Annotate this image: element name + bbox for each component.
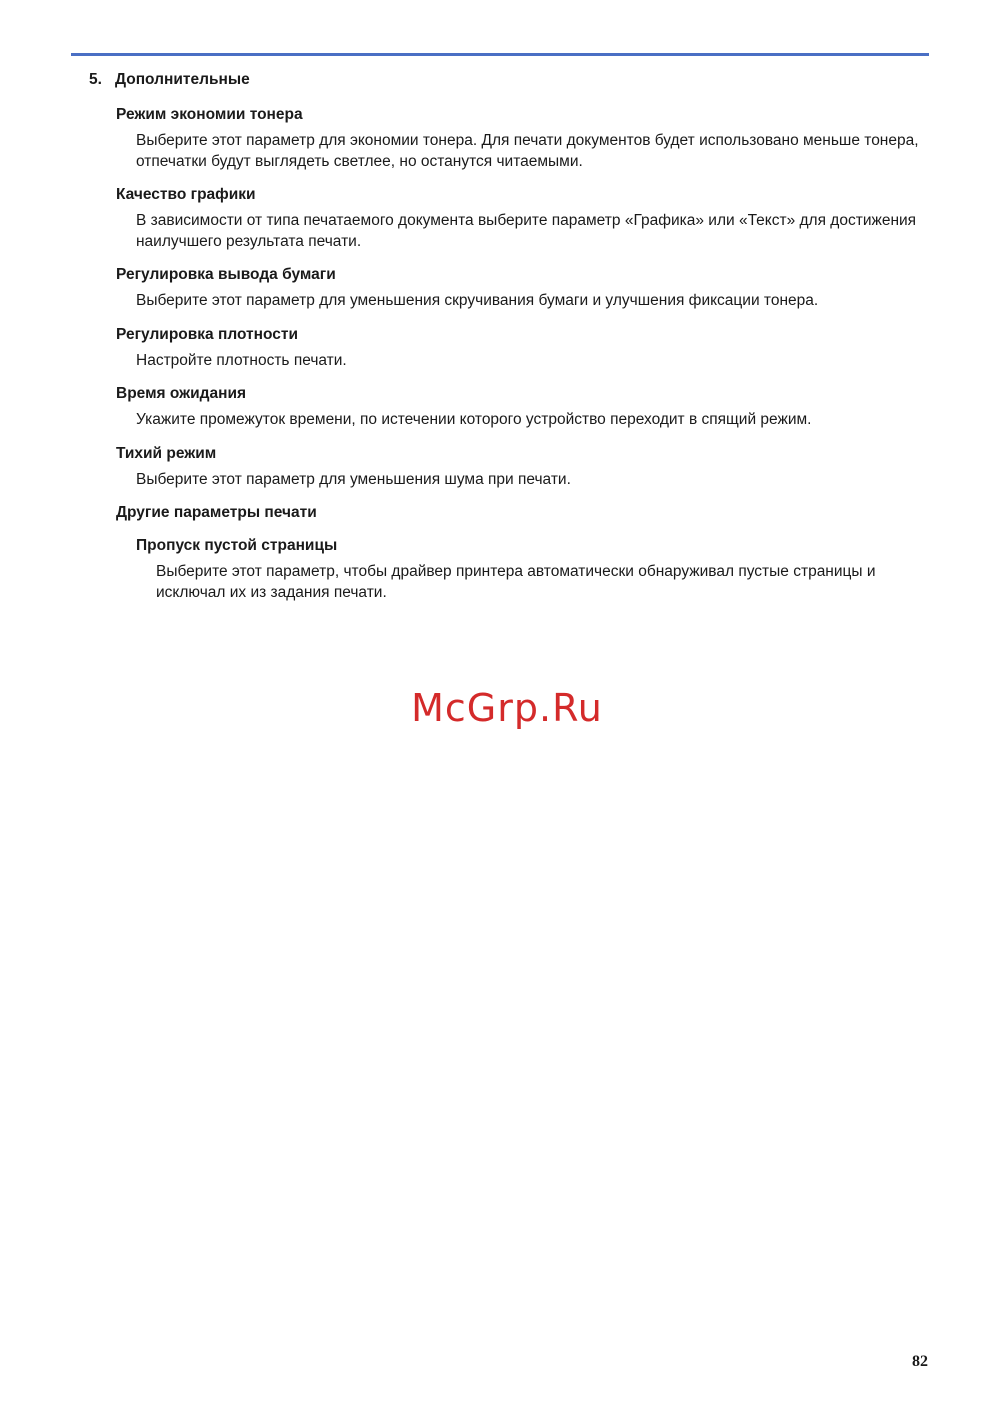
setting-paper-output [0, 265, 1000, 312]
section-heading [89, 70, 250, 90]
header-rule [71, 53, 929, 56]
setting-title: Регулировка вывода бумаги [116, 266, 336, 283]
section-number: 5. [89, 71, 102, 88]
group-title: Другие параметры печати [116, 504, 317, 521]
setting-toner-save [0, 105, 1000, 172]
setting-title: Пропуск пустой страницы [136, 537, 338, 554]
setting-description: Укажите промежуток времени, по истечении которого устройство переходит в спящий режим. [136, 411, 812, 428]
other-print-settings [0, 503, 1000, 603]
setting-description: Выберите этот параметр для уменьшения шума при печати. [136, 470, 571, 488]
section-title: Дополнительные [115, 71, 250, 88]
setting-description: Выберите этот параметр для экономии тонера. Для печати документов будет использовано меньше тонера, отпечатки будут выглядеть светлее, но останутся читаемыми. [136, 132, 919, 170]
setting-title: Регулировка плотности [116, 325, 299, 343]
setting-title: Режим экономии тонера [116, 106, 303, 123]
setting-title: Время ожидания [116, 385, 247, 402]
setting-description: Настройте плотность печати. [136, 351, 347, 369]
setting-title: Качество графики [116, 186, 256, 203]
page-number: 82 [912, 1353, 928, 1370]
setting-title: Тихий режим [116, 444, 217, 462]
setting-description: Выберите этот параметр для уменьшения скручивания бумаги и улучшения фиксации тонера. [136, 292, 819, 309]
setting-graphics-quality [0, 185, 1000, 252]
setting-description: Выберите этот параметр, чтобы драйвер принтера автоматически обнаруживал пустые страницы и исключал их из задания печати. [156, 563, 876, 601]
setting-description: В зависимости от типа печатаемого документа выберите параметр «Графика» или «Текст» для достижения наилучшего результата печати. [136, 212, 917, 250]
setting-sleep-time [0, 384, 1000, 431]
setting-quiet-mode [0, 444, 1000, 491]
settings-list [0, 105, 1000, 616]
setting-density [0, 325, 1000, 372]
watermark: McGrp.Ru [411, 686, 603, 730]
